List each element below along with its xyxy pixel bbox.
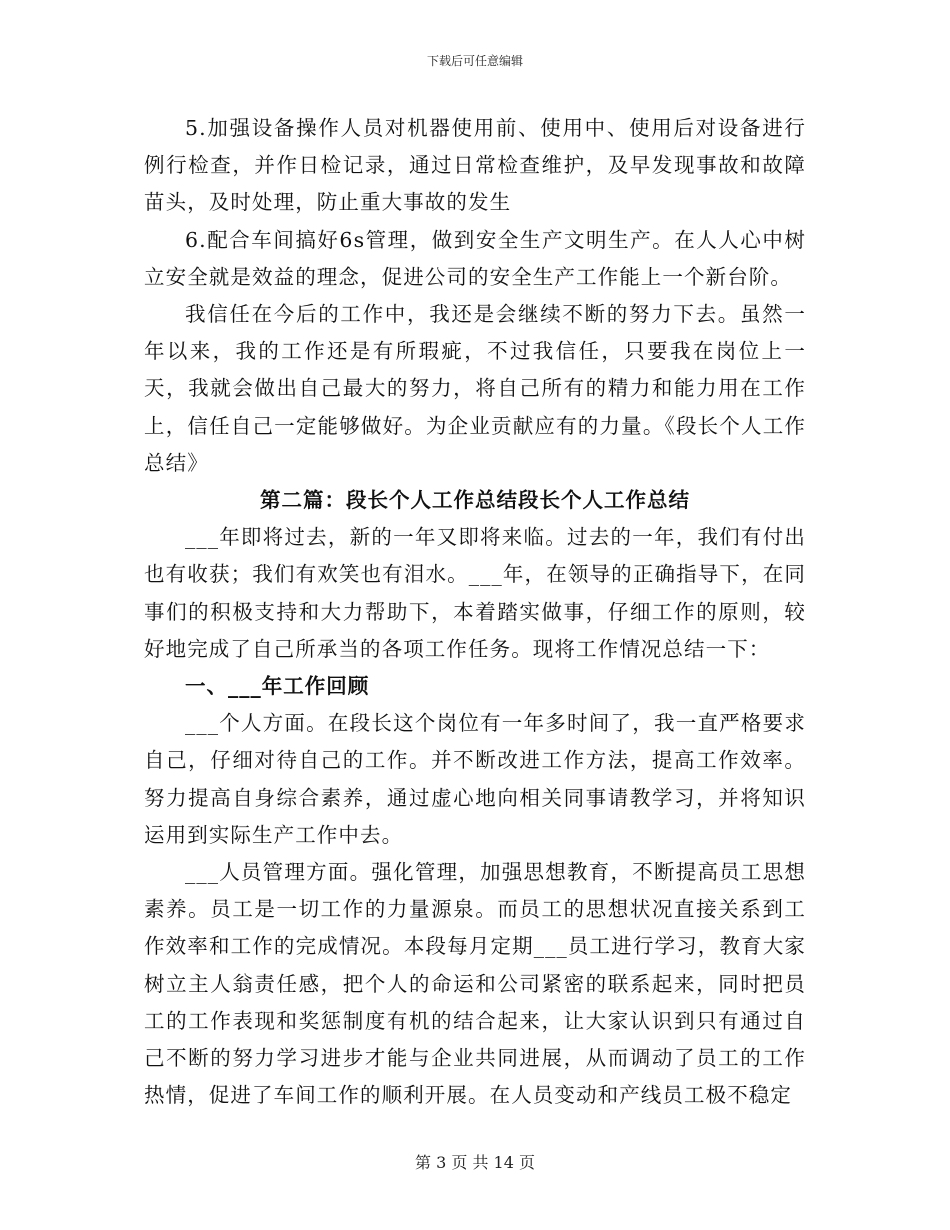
paragraph-intro: ___年即将过去，新的一年又即将来临。过去的一年，我们有付出也有收获；我们有欢笑也有泪水。___年，在领导的正确指导下，在同事们的积极支持和大力帮助下，本着踏实做事，仔细工作的原则，较好地完成了自己所承当的各项工作任务。现将工作情况总结一下： <box>144 525 806 661</box>
paragraph-conclusion: 我信任在今后的工作中，我还是会继续不断的努力下去。虽然一年以来，我的工作还是有所瑕疵，不过我信任，只要我在岗位上一天，我就会做出自己最大的努力，将自己所有的精力和能力用在工作上，信任自己一定能够做好。为企业贡献应有的力量。《段长个人工作总结》 <box>144 302 806 475</box>
document-body <box>144 110 806 1114</box>
paragraph-item-6: 6.配合车间搞好6s管理，做到安全生产文明生产。在人人心中树立安全就是效益的理念，促进公司的安全生产工作能上一个新台阶。 <box>144 227 806 289</box>
paragraph-staff-management: ___人员管理方面。强化管理，加强思想教育，不断提高员工思想素养。员工是一切工作的力量源泉。而员工的思想状况直接关系到工作效率和工作的完成情况。本段每月定期___员工进行学习，教育大家树立主人翁责任感，把个人的命运和公司紧密的联系起来，同时把员工的工作表现和奖惩制度有机的结合起来，让大家认识到只有通过自己不断的努力学习进步才能与企业共同进展，从而调动了员工的工作热情，促进了车间工作的顺利开展。在人员变动和产线员工极不稳定 <box>144 860 806 1108</box>
page-number: 第 3 页 共 14 页 <box>415 1153 535 1172</box>
page-header: 下载后可任意编辑 <box>426 54 523 68</box>
sub-heading: 一、___年工作回顾 <box>185 674 370 699</box>
section-title: 第二篇：段长个人工作总结段长个人工作总结 <box>260 488 690 513</box>
paragraph-item-5: 5.加强设备操作人员对机器使用前、使用中、使用后对设备进行例行检查，并作日检记录，通过日常检查维护，及早发现事故和故障苗头，及时处理，防止重大事故的发生 <box>144 116 806 215</box>
paragraph-personal: ___个人方面。在段长这个岗位有一年多时间了，我一直严格要求自己，仔细对待自己的工作。并不断改进工作方法，提高工作效率。努力提高自身综合素养，通过虚心地向相关同事请教学习，并将知识运用到实际生产工作中去。 <box>144 711 806 847</box>
